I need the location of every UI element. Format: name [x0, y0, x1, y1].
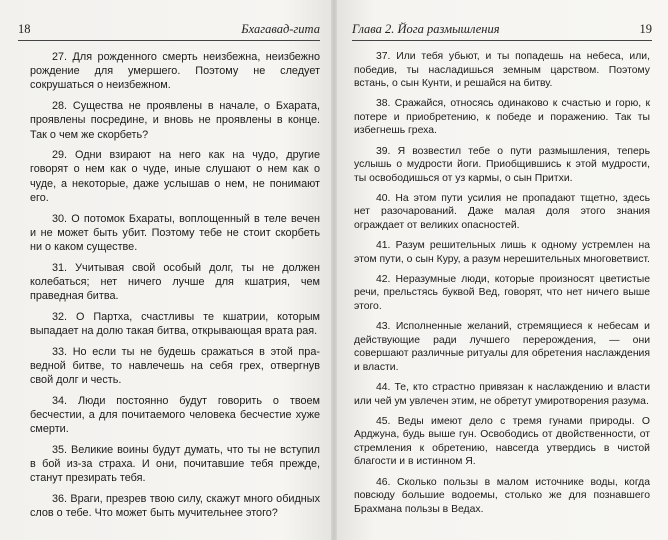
- verse-46: 46. Сколько пользы в малом источнике воды, когда повсюду большие водоемы, столько же для познавшего Брахмана пользы в Ведах.: [354, 476, 650, 515]
- running-title: Бхагавад-гита: [241, 22, 320, 36]
- book-gutter: [331, 0, 337, 540]
- left-page-text: [30, 50, 320, 527]
- header-rule: [18, 40, 320, 41]
- verse-30: 30. О потомок Бхараты, воплощенный в теле вечен и не может быть убит. Поэтому тебе не стоит скорбеть ни о каком существе.: [30, 212, 320, 253]
- verse-34: 34. Люди постоянно будут говорить о твоем бесчестии, а для почитаемого человека бесчестие хуже смерти.: [30, 394, 320, 436]
- verse-33: 33. Но если ты не будешь сражаться в этой праведной битве, то навлечешь на себя грех, отвергнув свой долг и честь.: [30, 345, 320, 387]
- verse-41: 41. Разум решительных лишь к одному устремлен на этом пути, о сын Куру, а разум нерешительных многоветвист.: [354, 240, 650, 265]
- right-page-text: [354, 50, 650, 523]
- verse-31: 31. Учитывая свой особый долг, ты не должен колебаться; нет ничего лучше для кшатрия, чем праведная битва.: [30, 261, 320, 303]
- page-number: 19: [639, 22, 652, 36]
- verse-44: 44. Те, кто страстно привязан к наслаждению и власти или чей ум увлечен этим, не обретут умиротворения разума.: [354, 381, 650, 407]
- verse-32: 32. О Партха, счастливы те кшатрии, которым выпадает на долю такая битва, открывающая врата рая.: [30, 310, 320, 337]
- verse-28: 28. Существа не проявлены в начале, о Бхарата, проявлены посредине, и вновь не проявлены в конце. Так о чем же скорбеть?: [30, 100, 320, 141]
- verse-42: 42. Неразумные люди, которые произносят цветистые речи, прельстясь буквой Вед, говорят, что нет ничего выше этого.: [354, 273, 650, 312]
- verse-29: 29. Одни взирают на него как на чудо, другие говорят о нем как о чуде, иные слушают о нем как о чуде, а некоторые, даже услышав о нем, не понимают его.: [30, 149, 320, 204]
- verse-39: 39. Я возвестил тебе о пути размышления, теперь услышь о мудрости йоги. Приобщившись к этой мудрости, ты освободишься от уз кармы, о сын Притхи.: [354, 145, 650, 184]
- right-page: [334, 0, 668, 540]
- verse-40: 40. На этом пути усилия не пропадают тщетно, здесь нет разочарований. Даже малая доля этого знания ограждает от великих опасностей.: [354, 192, 650, 232]
- verse-27: 27. Для рожденного смерть неизбежна, неизбежно рождение для умершего. Поэтому не следует сокрушаться о неизбежном.: [30, 51, 320, 92]
- verse-38: 38. Сражайся, относясь одинаково к счастью и горю, к потере и приобретению, к победе и поражению. Так ты избегнешь греха.: [354, 98, 650, 137]
- verse-37: 37. Или тебя убьют, и ты попадешь на небеса, или, победив, ты насладишься земным царством. Поэтому встань, о сын Кунти, и решайся на битву.: [354, 51, 650, 90]
- verse-35: 35. Великие воины будут думать, что ты не вступил в бой из-за страха. И они, почитавшие тебя прежде, станут презирать тебя.: [30, 443, 320, 485]
- verse-45: 45. Веды имеют дело с тремя гунами природы. О Арджуна, будь выше гун. Освободись от двойственности, от стремления к обретению, навсегда утвердись в чистой благости и в истинном Я.: [354, 415, 650, 468]
- verse-36: 36. Враги, презрев твою силу, скажут много обидных слов о тебе. Что может быть мучительнее этого?: [30, 492, 320, 520]
- verse-43: 43. Исполненные желаний, стремящиеся к небесам и действующие ради лучшего перерождения, — они совершают различные ритуалы для обретения наслаждения и власти.: [354, 321, 650, 373]
- header-rule: [352, 40, 652, 41]
- running-title: Глава 2. Йога размышления: [352, 22, 500, 36]
- page-number: 18: [18, 22, 31, 36]
